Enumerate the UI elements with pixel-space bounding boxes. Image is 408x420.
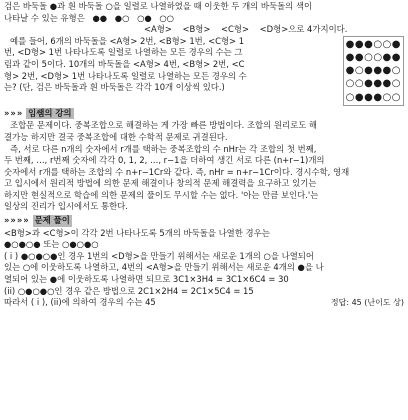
solution-title: 문제 풀이 — [34, 215, 70, 226]
lecture-marks: »»» — [4, 107, 24, 118]
type-symbol-d: ○○ — [159, 12, 174, 23]
intro-line-2-text: 나타날 수 있는 유형은 — [4, 12, 85, 23]
figure-row: ●●●○○● — [345, 38, 401, 50]
solution-heading — [4, 215, 404, 227]
figure-row: ○○●●●○ — [345, 78, 401, 90]
problem-block — [4, 36, 404, 106]
example-figure — [343, 36, 404, 106]
lecture-line: 숫자에서 r개를 택하는 조합의 수 n+r−1Cr와 같다. 즉, nHr = n+r−1Cr이다. 경시수학, 영재 — [4, 166, 350, 177]
problem-line: 형> 2번, <D형> 1번 나타나도록 일렬로 나열하는 모든 경우의 수 — [4, 70, 247, 81]
intro-line-1: 검은 바둑돌 ●과 흰 바둑돌 ○을 일렬로 나열하였을 때 이웃한 두 개의 바둑돌의 색이 — [4, 1, 313, 11]
lecture-line: 두 번째, …, r번째 숫자에 각각 0, 1, 2, …, r−1을 더하여 생긴 서로 다른 (n+r−1)개의 — [4, 155, 325, 166]
lecture-title: 임쌤의 강의 — [28, 107, 72, 118]
solution-line: 열되어 있는 ●에 이웃하도록 나열하면 되므로 3C1×3H4 = 3C1×6C4 = 30 — [4, 274, 289, 285]
lecture-heading — [4, 108, 404, 120]
lecture-line: 조합문 문제이다. 중복조합으로 해결하는 게 가장 빠른 방법이다. 조합의 원리로도 해 — [10, 120, 318, 131]
type-symbol-c: ○● — [137, 12, 152, 23]
lecture-line: 하지만 현실적으로 학습에 의한 문제의 풀이도 무시할 수는 없다. '아는 만큼 보인다.'는 — [4, 189, 319, 200]
types-line: <A형> <B형> <C형> <D형>으로 4가지이다. — [144, 24, 348, 35]
figure-row: ●●○○●● — [345, 51, 401, 63]
solution-line: ●○●○● 또는 ○●○●○ — [4, 239, 99, 250]
type-symbol-b: ●○ — [114, 12, 130, 23]
answer-label: 정답: 45 (난이도 상) — [330, 298, 404, 308]
problem-text — [4, 36, 339, 94]
problem-line: 는? (단, 검은 바둑돌과 흰 바둑돌은 각각 10개 이상씩 있다.) — [4, 82, 225, 93]
type-symbol-a: ●● — [92, 12, 108, 23]
final-line: 따라서 ( i ), (ii)에 의하여 경우의 수는 45 — [4, 297, 156, 308]
solution-line: 있는 ○에 이웃하도록 나열하고, 4번의 <A형>을 만들기 위해서는 새로운 4개의 ●을 나 — [4, 262, 324, 273]
problem-line: 예를 들어, 6개의 바둑돌을 <A형> 2번, <B형> 1번, <C형> 1 — [10, 35, 245, 46]
problem-line: 림과 같이 5이다. 10개의 바둑돌을 <A형> 4번, <B형> 2번, <C — [4, 58, 245, 69]
lecture-line: 즉, 서로 다른 n개의 숫자에서 r개를 택하는 중복조합의 수 nHr는 각 조합의 첫 번째, — [10, 143, 317, 154]
solution-line: ( i ) ●○●○●인 경우 1번의 <D형>을 만들기 위해서는 새로운 1개의 ○을 나열되어 — [4, 250, 314, 261]
lecture-line: 일상의 진리가 입시에서도 통한다. — [4, 201, 128, 212]
lecture-line: 고 입시에서 원리적 방법에 의한 문제 해결이나 창의적 문제 해결력을 요구하고 있기는 — [4, 178, 317, 189]
final-answer-row — [4, 297, 404, 309]
lecture-line: 결가능 하지만 결국 중복조합에 대한 수학적 문제로 귀결된다. — [4, 131, 228, 142]
intro-line-2 — [4, 13, 404, 25]
solution-body — [4, 228, 404, 309]
figure-row: ●○●●●○ — [345, 65, 401, 77]
solution-line: <B형>과 <C형>이 각각 2번 나타나도록 5개의 바둑돌을 나열한 경우는 — [4, 227, 270, 238]
figure-row: ○●●●○○ — [345, 91, 401, 103]
lecture-body — [4, 120, 404, 213]
solution-line: (ii) ○●○●○인 경우 같은 방법으로 2C1×2H4 = 2C1×5C4 = 15 — [4, 285, 254, 296]
problem-line: 번, <D형> 1번 나타나도록 일렬로 나열하는 모든 경우의 수는 그 — [4, 47, 243, 58]
solution-marks: »»»» — [4, 215, 30, 226]
